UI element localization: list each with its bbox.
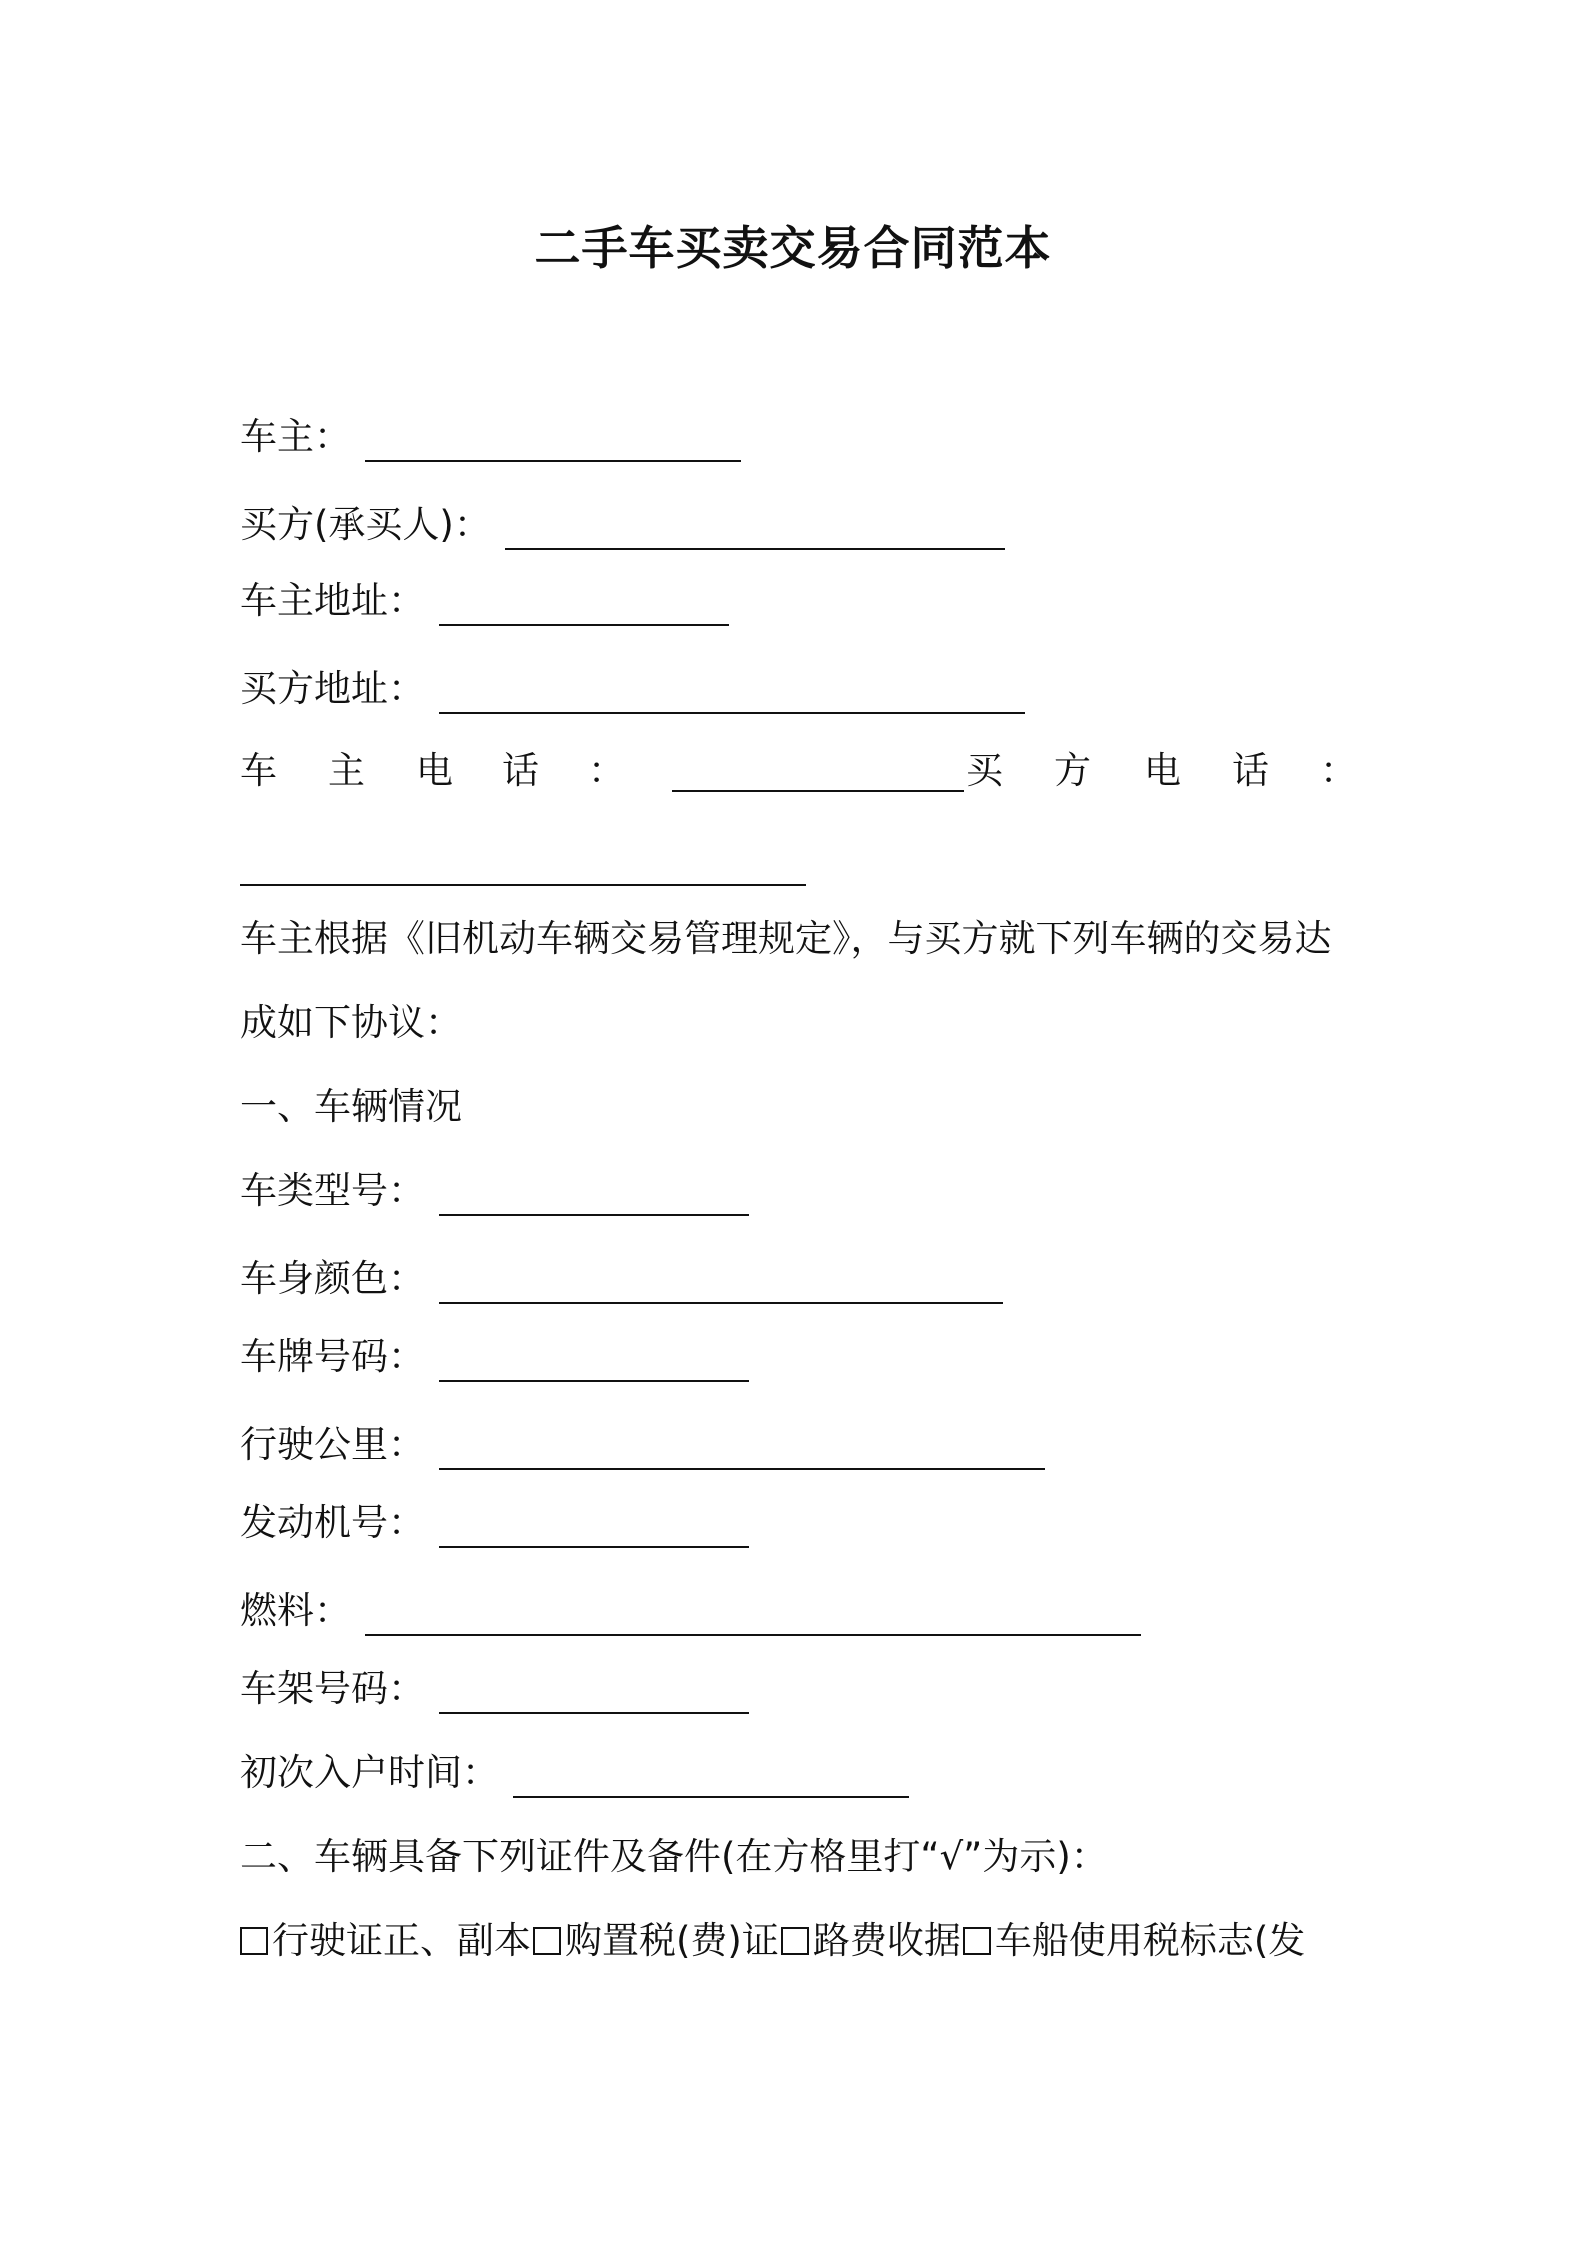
- owner-phone-char: 话: [502, 749, 539, 792]
- buyer-field: [240, 500, 1005, 550]
- owner-phone-char: 主: [328, 749, 365, 792]
- mileage-blank[interactable]: [439, 1432, 1045, 1470]
- fuel-label: 燃料：: [240, 1589, 351, 1632]
- fuel-blank[interactable]: [365, 1598, 1141, 1636]
- frame-number-blank[interactable]: [439, 1676, 749, 1714]
- doc-item-vehicle-tax-sticker: 车船使用税标志(发: [994, 1919, 1306, 1962]
- buyer-phone-char: 电: [1144, 749, 1181, 792]
- vehicle-model-label: 车类型号：: [240, 1169, 425, 1212]
- buyer-address-label: 买方地址：: [240, 667, 425, 710]
- owner-phone-char: 车: [240, 749, 277, 792]
- body-color-field: [240, 1254, 1003, 1304]
- mileage-label: 行驶公里：: [240, 1423, 425, 1466]
- plate-number-field: [240, 1332, 749, 1382]
- owner-label: 车主：: [240, 415, 351, 458]
- frame-number-field: [240, 1664, 749, 1714]
- owner-blank[interactable]: [365, 424, 741, 462]
- engine-number-label: 发动机号：: [240, 1501, 425, 1544]
- owner-address-field: [240, 576, 729, 626]
- owner-phone-char: ：: [588, 749, 625, 792]
- documents-checklist: [240, 1916, 1305, 1966]
- first-registration-label: 初次入户时间：: [240, 1751, 499, 1794]
- buyer-phone-char: 方: [1054, 749, 1091, 792]
- owner-address-blank[interactable]: [439, 588, 729, 626]
- buyer-label: 买方(承买人)：: [240, 503, 491, 546]
- plate-number-label: 车牌号码：: [240, 1335, 425, 1378]
- section-2-title: 二、车辆具备下列证件及备件(在方格里打“√”为示)：: [240, 1835, 1108, 1878]
- engine-number-field: [240, 1498, 749, 1548]
- buyer-phone-continuation: [240, 836, 806, 886]
- intro-line-2: 成如下协议：: [240, 1001, 462, 1044]
- owner-field: [240, 412, 741, 462]
- buyer-address-blank[interactable]: [439, 676, 1025, 714]
- first-registration-blank[interactable]: [513, 1760, 909, 1798]
- section-1-title: 一、车辆情况: [240, 1085, 462, 1128]
- checkbox[interactable]: [240, 1927, 268, 1955]
- doc-item-purchase-tax: 购置税(费)证: [565, 1919, 779, 1962]
- plate-number-blank[interactable]: [439, 1344, 749, 1382]
- vehicle-model-blank[interactable]: [439, 1178, 749, 1216]
- first-registration-field: [240, 1748, 909, 1798]
- buyer-phone-blank[interactable]: [240, 848, 806, 886]
- phone-row: [240, 746, 1357, 796]
- buyer-address-field: [240, 664, 1025, 714]
- mileage-field: [240, 1420, 1045, 1470]
- owner-phone-char: 电: [416, 749, 453, 792]
- document-title: 二手车买卖交易合同范本: [534, 221, 1052, 275]
- owner-phone-blank[interactable]: [672, 754, 964, 792]
- owner-address-label: 车主地址：: [240, 579, 425, 622]
- intro-line-1: 车主根据《旧机动车辆交易管理规定》，与买方就下列车辆的交易达: [240, 917, 1332, 960]
- body-color-label: 车身颜色：: [240, 1257, 425, 1300]
- checkbox[interactable]: [963, 1927, 991, 1955]
- fuel-field: [240, 1586, 1141, 1636]
- frame-number-label: 车架号码：: [240, 1667, 425, 1710]
- buyer-blank[interactable]: [505, 512, 1005, 550]
- buyer-phone-char: 话: [1232, 749, 1269, 792]
- checkbox[interactable]: [533, 1927, 561, 1955]
- doc-item-toll-receipt: 路费收据: [812, 1919, 961, 1962]
- vehicle-model-field: [240, 1166, 749, 1216]
- checkbox[interactable]: [781, 1927, 809, 1955]
- engine-number-blank[interactable]: [439, 1510, 749, 1548]
- doc-item-driving-license: 行驶证正、副本: [272, 1919, 531, 1962]
- buyer-phone-char: 买: [966, 749, 1003, 792]
- body-color-blank[interactable]: [439, 1266, 1003, 1304]
- buyer-phone-char: ：: [1320, 749, 1357, 792]
